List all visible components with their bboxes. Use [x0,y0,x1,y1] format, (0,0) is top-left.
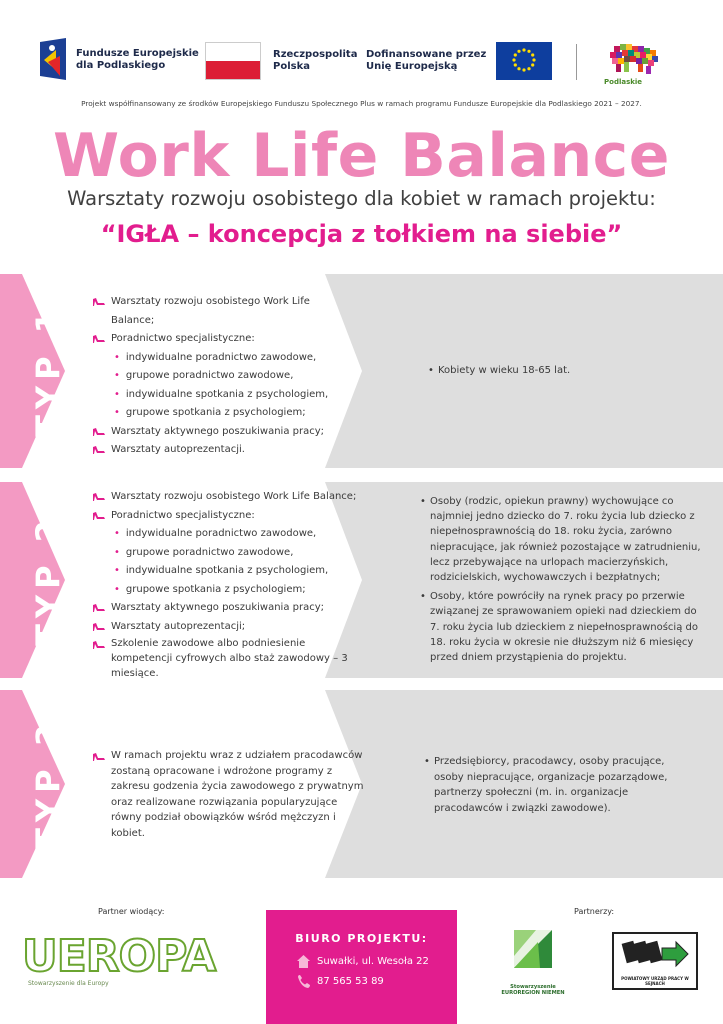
euroregion-line-1: Stowarzyszenie [510,984,556,990]
target-item: • Osoby (rodzic, opiekun prawny) wychowujące co najmniej jedno dziecko do 7. roku życia lub dziecko z niepełnosprawnością do 18. roku życia, zarówno niepracujące, jak również pozostające w zatrudnieniu, lecz przebywające na urlopach macierzyńskich, rodzicielskich, wychowawczych i bezpłatnych; [420,494,708,585]
logo-divider [576,44,577,80]
section-target-group [424,754,686,820]
pup-arrow-icon [614,934,696,974]
section-activities [92,748,364,841]
section-target-group [428,363,698,383]
heel-icon [92,427,106,437]
heel-icon [92,752,106,762]
poland-line-1: Rzeczpospolita [273,49,358,60]
section-label: TYP 1 [29,305,68,437]
list-item: Warsztaty aktywnego poszukiwania pracy; [92,599,364,618]
sub-item: • grupowe poradnictwo zawodowe, [92,544,364,563]
heel-icon [92,622,106,632]
sub-item: • grupowe spotkania z psychologiem; [92,581,364,600]
target-item: • Kobiety w wieku 18-65 lat. [428,363,698,379]
project-office-box [266,910,457,1024]
page-title: Work Life Balance [53,121,670,191]
eu-logo [366,42,552,80]
list-item: W ramach projektu wraz z udziałem pracodawców zostaną opracowane i wdrożone programy z zakresu godzenia życia zawodowego z prywatnym oraz realizowane rozwiązania popularyzujące równy podział obowiązków wśród mężczyzn i kobiet. [92,748,364,841]
lead-partner-logo: UEROPA [22,931,216,982]
sub-item: • grupowe spotkania z psychologiem; [92,404,352,423]
partner-euroregion-logo [498,928,568,996]
office-address: Suwałki, ul. Wesoła 22 [317,956,429,967]
list-item: Warsztaty autoprezentacji. [92,441,352,460]
project-note: Projekt współfinansowany ze środków Europejskiego Funduszu Społecznego Plus w ramach programu Fundusze Europejskie dla Podlaskiego 2021 – 2027. [81,99,642,108]
section-activities [92,293,352,460]
eu-line-1: Dofinansowane przez [366,49,487,60]
heel-icon [92,297,106,307]
heel-icon [92,445,106,455]
heel-icon [92,640,106,650]
lead-partner-label: Partner wiodący: [98,907,165,916]
page-subtitle: Warsztaty rozwoju osobistego dla kobiet w ramach projektu: [67,187,656,210]
list-item: Szkolenie zawodowe albo podniesienie kompetencji cyfrowych albo staż zawodowy – 3 miesiące. [92,636,364,681]
bison-icon [604,40,666,80]
list-item: Warsztaty autoprezentacji; [92,618,364,637]
pup-label: POWIATOWY URZĄD PRACY W SEJNACH [621,976,689,986]
eu-flag-icon [496,42,552,80]
phone-icon [296,974,311,989]
section-activities [92,488,364,681]
poland-logo [205,42,357,80]
podlaskie-logo [604,40,666,86]
partners-label: Partnerzy: [574,907,615,916]
section-typ-2 [0,482,723,678]
partner-pup-logo [612,932,698,990]
section-label: TYP 3 [29,718,68,850]
podlaskie-label: Podlaskie [604,78,643,86]
sub-item: • grupowe poradnictwo zawodowe, [92,367,352,386]
list-item: Poradnictwo specjalistyczne: [92,507,364,526]
euroregion-line-2: EUROREGION NIEMEN [501,990,565,996]
euroregion-icon [498,928,568,984]
office-address-row [296,954,429,969]
logo-strip [0,0,723,95]
section-target-group [420,494,708,669]
poland-flag-icon [205,42,261,80]
funds-emblem-icon [38,36,68,84]
project-name: “IGŁA – koncepcja z tołkiem na siebie” [100,220,623,248]
office-title: BIURO PROJEKTU: [295,932,428,945]
target-item: • Osoby, które powróciły na rynek pracy po przerwie związanej ze sprawowaniem opieki nad dzieckiem do 7. roku życia lub dzieckiem z niepełnosprawnością do 18. roku życia w okresie nie dłuższym niż 6 miesięcy przed dniem przystąpienia do projektu. [420,589,708,665]
section-label: TYP 2 [29,514,68,646]
sub-item: • indywidualne poradnictwo zawodowe, [92,349,352,368]
home-icon [296,954,311,969]
target-item: • Przedsiębiorcy, pracodawcy, osoby pracujące, osoby niepracujące, organizacje pozarządowe, partnerzy społeczni (m. in. organizacje pracodawców i związki zawodowe). [424,754,686,816]
list-item: Warsztaty rozwoju osobistego Work Life Balance; [92,293,352,330]
office-phone: 87 565 53 89 [317,976,384,987]
heel-icon [92,334,106,344]
section-typ-1 [0,274,723,468]
funds-line-2: dla Podlaskiego [76,60,166,71]
heel-icon [92,492,106,502]
eu-line-2: Unię Europejską [366,61,458,72]
heel-icon [92,511,106,521]
office-phone-row [296,974,384,989]
sub-item: • indywidualne spotkania z psychologiem, [92,386,352,405]
list-item: Warsztaty rozwoju osobistego Work Life Balance; [92,488,364,507]
lead-partner-sub: Stowarzyszenie dla Europy [28,980,109,987]
list-item: Warsztaty aktywnego poszukiwania pracy; [92,423,352,442]
section-typ-3 [0,690,723,878]
heel-icon [92,603,106,613]
funds-logo [38,36,199,84]
funds-line-1: Fundusze Europejskie [76,48,199,59]
sub-item: • indywidualne poradnictwo zawodowe, [92,525,364,544]
list-item: Poradnictwo specjalistyczne: [92,330,352,349]
poland-line-2: Polska [273,61,310,72]
sub-item: • indywidualne spotkania z psychologiem, [92,562,364,581]
